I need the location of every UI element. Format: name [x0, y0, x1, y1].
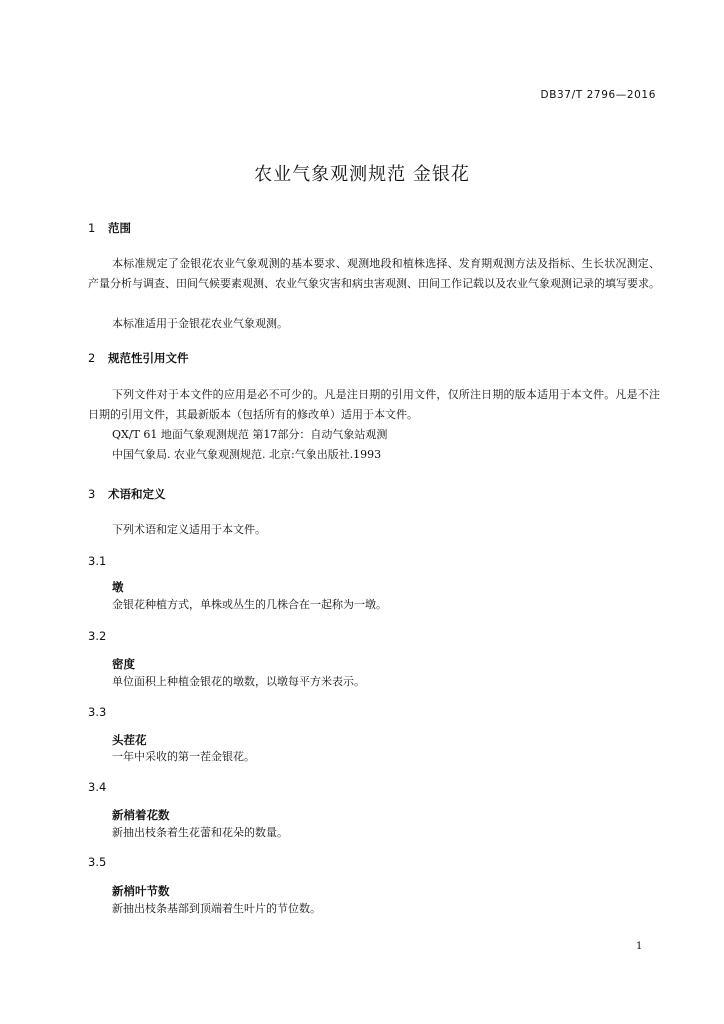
terms-intro: 下列术语和定义适用于本文件。 [112, 523, 266, 536]
reference-item: 中国气象局. 农业气象观测规范. 北京:气象出版社.1993 [112, 448, 382, 461]
term-title: 新梢叶节数 [112, 884, 170, 898]
term-definition: 金银花种植方式，单株或丛生的几株合在一起称为一墩。 [112, 598, 387, 611]
section-title: 术语和定义 [108, 487, 166, 501]
reference-item: QX/T 61 地面气象观测规范 第17部分：自动气象站观测 [112, 428, 388, 441]
section-title: 规范性引用文件 [108, 351, 189, 365]
term-number: 3.4 [88, 780, 107, 794]
term-title: 头茬花 [112, 733, 147, 747]
term-definition: 新抽出枝条基部到顶端着生叶片的节位数。 [112, 902, 321, 915]
term-definition: 单位面积上种植金银花的墩数，以墩每平方米表示。 [112, 675, 365, 688]
section-title: 范围 [108, 221, 131, 235]
term-number: 3.5 [88, 855, 107, 869]
page-title: 农业气象观测规范 金银花 [254, 164, 470, 185]
term-title: 密度 [112, 657, 135, 671]
section-number: 3 [88, 487, 96, 501]
section-heading-1 [88, 220, 131, 236]
scope-paragraph: 本标准规定了金银花农业气象观测的基本要求、观测地段和植株选择、发育期观测方法及指标、生长状况测定、产量分析与调查、田间气候要素观测、农业气象灾害和病虫害观测、田间工作记载以及农业气象观测记录的填写要求。 [88, 257, 660, 290]
section-number: 1 [88, 221, 96, 235]
term-number: 3.1 [88, 554, 107, 568]
term-number: 3.2 [88, 629, 107, 643]
section-heading-2 [88, 350, 189, 366]
section-number: 2 [88, 351, 96, 365]
scope-applicability: 本标准适用于金银花农业气象观测。 [112, 317, 288, 330]
term-number: 3.3 [88, 705, 107, 719]
term-title: 新梢着花数 [112, 808, 170, 822]
document-code: DB37/T 2796—2016 [540, 89, 656, 101]
references-intro: 下列文件对于本文件的应用是必不可少的。凡是注日期的引用文件，仅所注日期的版本适用于本文件。凡是不注日期的引用文件，其最新版本（包括所有的修改单）适用于本文件。 [88, 388, 660, 421]
term-definition: 新抽出枝条着生花蕾和花朵的数量。 [112, 826, 288, 839]
section-heading-3 [88, 486, 166, 502]
term-title: 墩 [112, 580, 124, 594]
term-definition: 一年中采收的第一茬金银花。 [112, 750, 255, 763]
page-number: 1 [636, 941, 643, 952]
